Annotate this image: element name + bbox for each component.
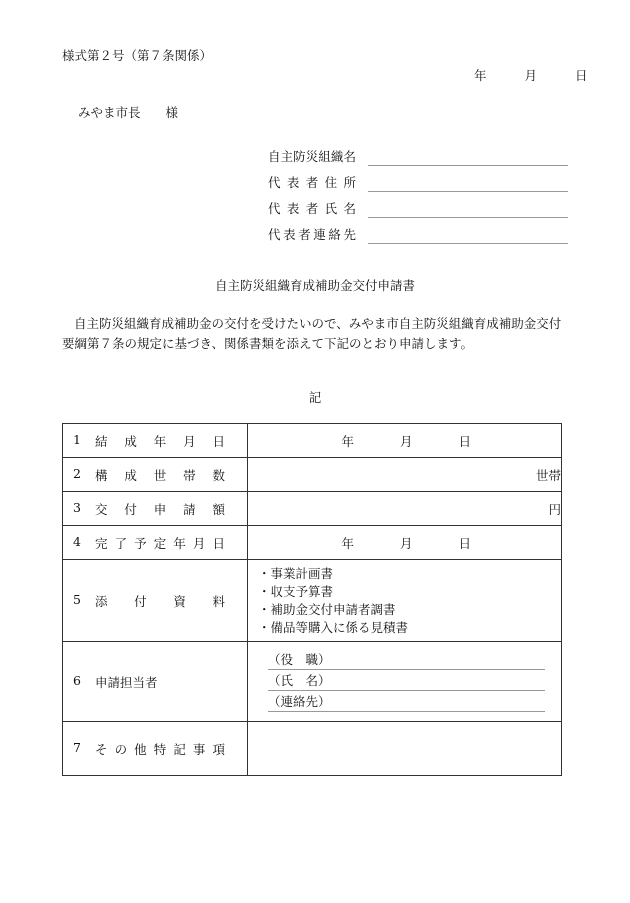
staff-cell — [248, 642, 562, 722]
household-count-field[interactable] — [248, 458, 562, 492]
list-item: ・収支予算書 — [258, 583, 334, 599]
form-number: 様式第２号（第７条関係） — [62, 48, 213, 63]
table-row — [63, 458, 562, 492]
attachments-cell — [248, 560, 562, 642]
list-item: ・事業計画書 — [258, 565, 334, 581]
table-row — [63, 424, 562, 458]
representative-contact-field[interactable] — [368, 243, 568, 244]
formation-date-field[interactable] — [248, 424, 562, 458]
row-number: 7 — [73, 739, 81, 755]
row-number: 1 — [73, 431, 81, 447]
month-label: 月 — [399, 535, 413, 551]
representative-address-label: 代表者住所 — [268, 175, 356, 190]
year-label: 年 — [474, 68, 487, 83]
requested-amount-field[interactable] — [248, 492, 562, 526]
row-label-cell — [63, 560, 248, 642]
formation-date-label: 結成年月日 — [95, 433, 225, 449]
table-row — [63, 722, 562, 776]
row-label-cell — [63, 642, 248, 722]
attachments-label: 添付資料 — [95, 593, 225, 609]
other-notes-label: その他特記事項 — [95, 741, 225, 757]
applicant-org-name-label: 自主防災組織名 — [268, 149, 356, 164]
row-number: 6 — [73, 672, 81, 688]
other-notes-field[interactable] — [248, 722, 562, 776]
staff-contact-field[interactable]: （連絡先） — [268, 692, 545, 712]
row-number: 4 — [73, 533, 81, 549]
representative-name-label: 代表者氏名 — [268, 201, 356, 216]
representative-name-field[interactable] — [368, 217, 568, 218]
table-row — [63, 492, 562, 526]
year-label: 年 — [341, 433, 354, 449]
staff-name-field[interactable]: （氏 名） — [268, 671, 545, 691]
document-title: 自主防災組織育成補助金交付申請書 — [214, 278, 415, 293]
submission-date — [474, 66, 587, 84]
row-label-cell — [63, 424, 248, 458]
row-label-cell — [63, 526, 248, 560]
completion-date-label: 完了予定年月日 — [95, 535, 225, 551]
applicant-org-name-field[interactable] — [368, 165, 568, 166]
requested-amount-label: 交付申請額 — [95, 501, 225, 517]
day-label: 日 — [458, 535, 471, 551]
body-text: 自主防災組織育成補助金の交付を受けたいので、みやま市自主防災組織育成補助金交付要綱第７条の規定に基づき、関係書類を添えて下記のとおり申請します。 — [62, 316, 562, 351]
staff-label: 申請担当者 — [95, 674, 158, 690]
representative-address-field[interactable] — [368, 191, 568, 192]
row-number: 2 — [73, 465, 81, 481]
completion-date-field[interactable] — [248, 526, 562, 560]
list-item: ・備品等購入に係る見積書 — [258, 619, 409, 635]
month-label: 月 — [399, 433, 413, 449]
attachments-list — [248, 561, 561, 641]
ki-heading: 記 — [308, 390, 322, 405]
representative-contact-label: 代表者連絡先 — [268, 227, 356, 242]
household-count-label: 構成世帯数 — [95, 467, 225, 483]
day-label: 日 — [574, 68, 588, 83]
staff-position-field[interactable]: （役 職） — [268, 650, 545, 670]
row-label-cell — [63, 458, 248, 492]
row-label-cell — [63, 492, 248, 526]
table-row — [63, 526, 562, 560]
addressee: みやま市長 様 — [78, 105, 179, 120]
row-number: 5 — [73, 591, 81, 607]
row-label-cell — [63, 722, 248, 776]
table-row — [63, 642, 562, 722]
day-label: 日 — [458, 433, 471, 449]
row-number: 3 — [73, 499, 81, 515]
application-table — [62, 423, 562, 776]
household-unit: 世帯 — [535, 467, 561, 483]
month-label: 月 — [524, 68, 537, 83]
year-label: 年 — [341, 535, 354, 551]
yen-unit: 円 — [548, 501, 561, 517]
list-item: ・補助金交付申請者調書 — [258, 601, 396, 617]
table-row — [63, 560, 562, 642]
